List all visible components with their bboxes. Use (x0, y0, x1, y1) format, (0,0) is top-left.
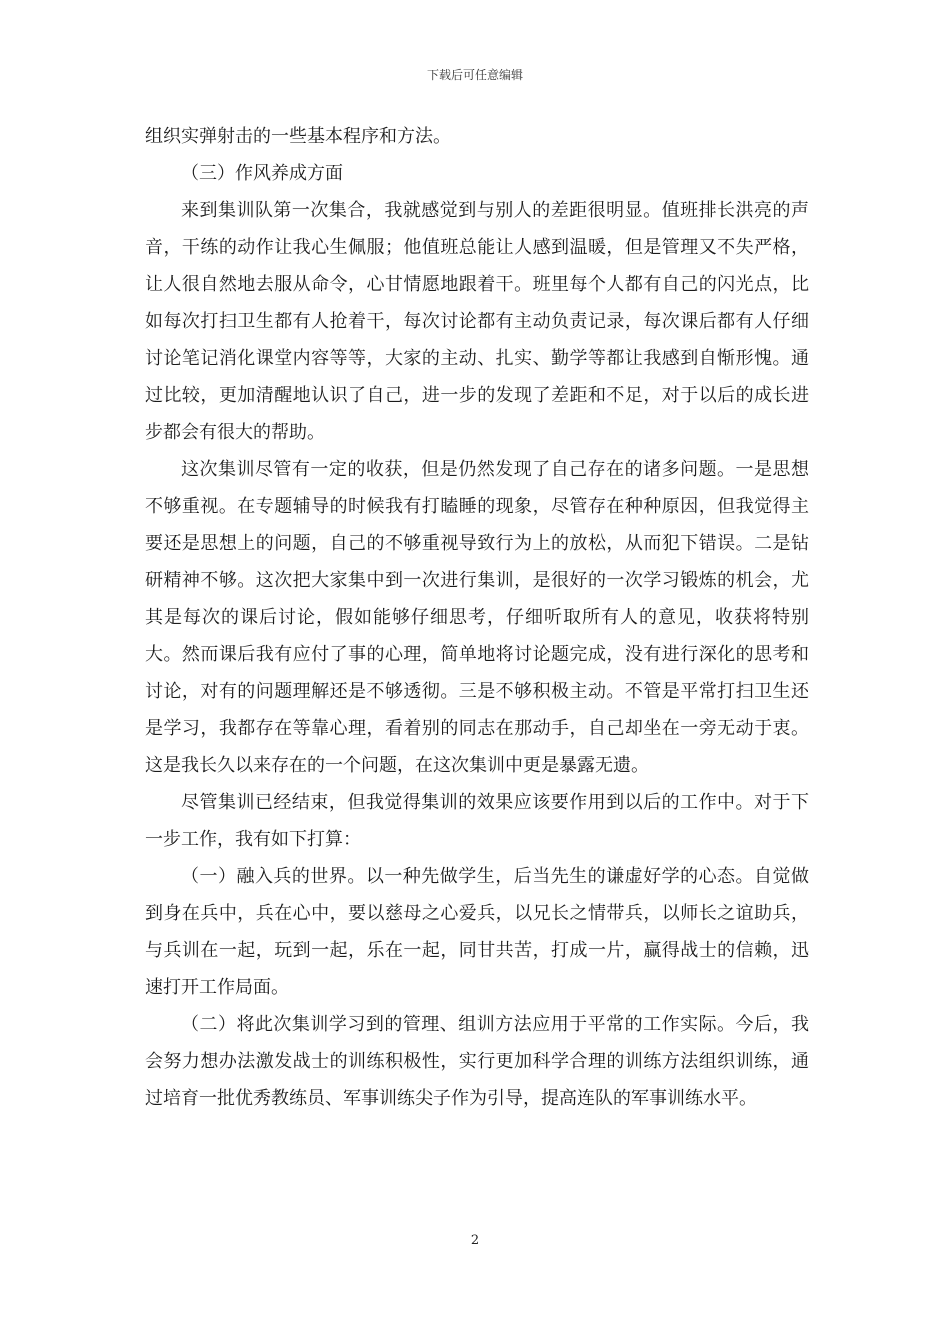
paragraph-problems: 这次集训尽管有一定的收获，但是仍然发现了自己存在的诸多问题。一是思想不够重视。在专题辅导的时候我有打瞌睡的现象，尽管存在种种原因，但我觉得主要还是思想上的问题，自己的不够重视导致行为上的放松，从而犯下错误。二是钻研精神不够。这次把大家集中到一次进行集训，是很好的一次学习锻炼的机会，尤其是每次的课后讨论，假如能够仔细思考，仔细听取所有人的意见，收获将特别大。然而课后我有应付了事的心理，简单地将讨论题完成，没有进行深化的思考和讨论，对有的问题理解还是不够透彻。三是不够积极主动。不管是平常打扫卫生还是学习，我都存在等靠心理，看着别的同志在那动手，自己却坐在一旁无动于衷。这是我长久以来存在的一个问题，在这次集训中更是暴露无遗。 (145, 459, 809, 776)
document-body (145, 118, 809, 1117)
paragraph-next-plans-intro: 尽管集训已经结束，但我觉得集训的效果应该要作用到以后的工作中。对于下一步工作，我有如下打算： (145, 792, 809, 850)
paragraph-continuation: 组织实弹射击的一些基本程序和方法。 (145, 126, 451, 147)
paragraph-first-assembly: 来到集训队第一次集合，我就感觉到与别人的差距很明显。值班排长洪亮的声音，干练的动作让我心生佩服；他值班总能让人感到温暖，但是管理又不失严格，让人很自然地去服从命令，心甘情愿地跟着干。班里每个人都有自己的闪光点，比如每次打扫卫生都有人抢着干，每次讨论都有主动负责记录，每次课后都有人仔细讨论笔记消化课堂内容等等，大家的主动、扎实、勤学等都让我感到自惭形愧。通过比较，更加清醒地认识了自己，进一步的发现了差距和不足，对于以后的成长进步都会有很大的帮助。 (145, 200, 809, 443)
page-header: 下载后可任意编辑 (426, 68, 523, 82)
page-number: 2 (470, 1233, 480, 1248)
paragraph-plan-two: （二）将此次集训学习到的管理、组训方法应用于平常的工作实际。今后，我会努力想办法激发战士的训练积极性，实行更加科学合理的训练方法组织训练，通过培育一批优秀教练员、军事训练尖子作为引导，提高连队的军事训练水平。 (145, 1014, 809, 1109)
section-heading-style-cultivation: （三）作风养成方面 (181, 163, 343, 184)
paragraph-plan-one: （一）融入兵的世界。以一种先做学生，后当先生的谦虚好学的心态。自觉做到身在兵中，兵在心中，要以慈母之心爱兵，以兄长之情带兵，以师长之谊助兵，与兵训在一起，玩到一起，乐在一起，同甘共苦，打成一片，赢得战士的信赖，迅速打开工作局面。 (145, 866, 809, 998)
